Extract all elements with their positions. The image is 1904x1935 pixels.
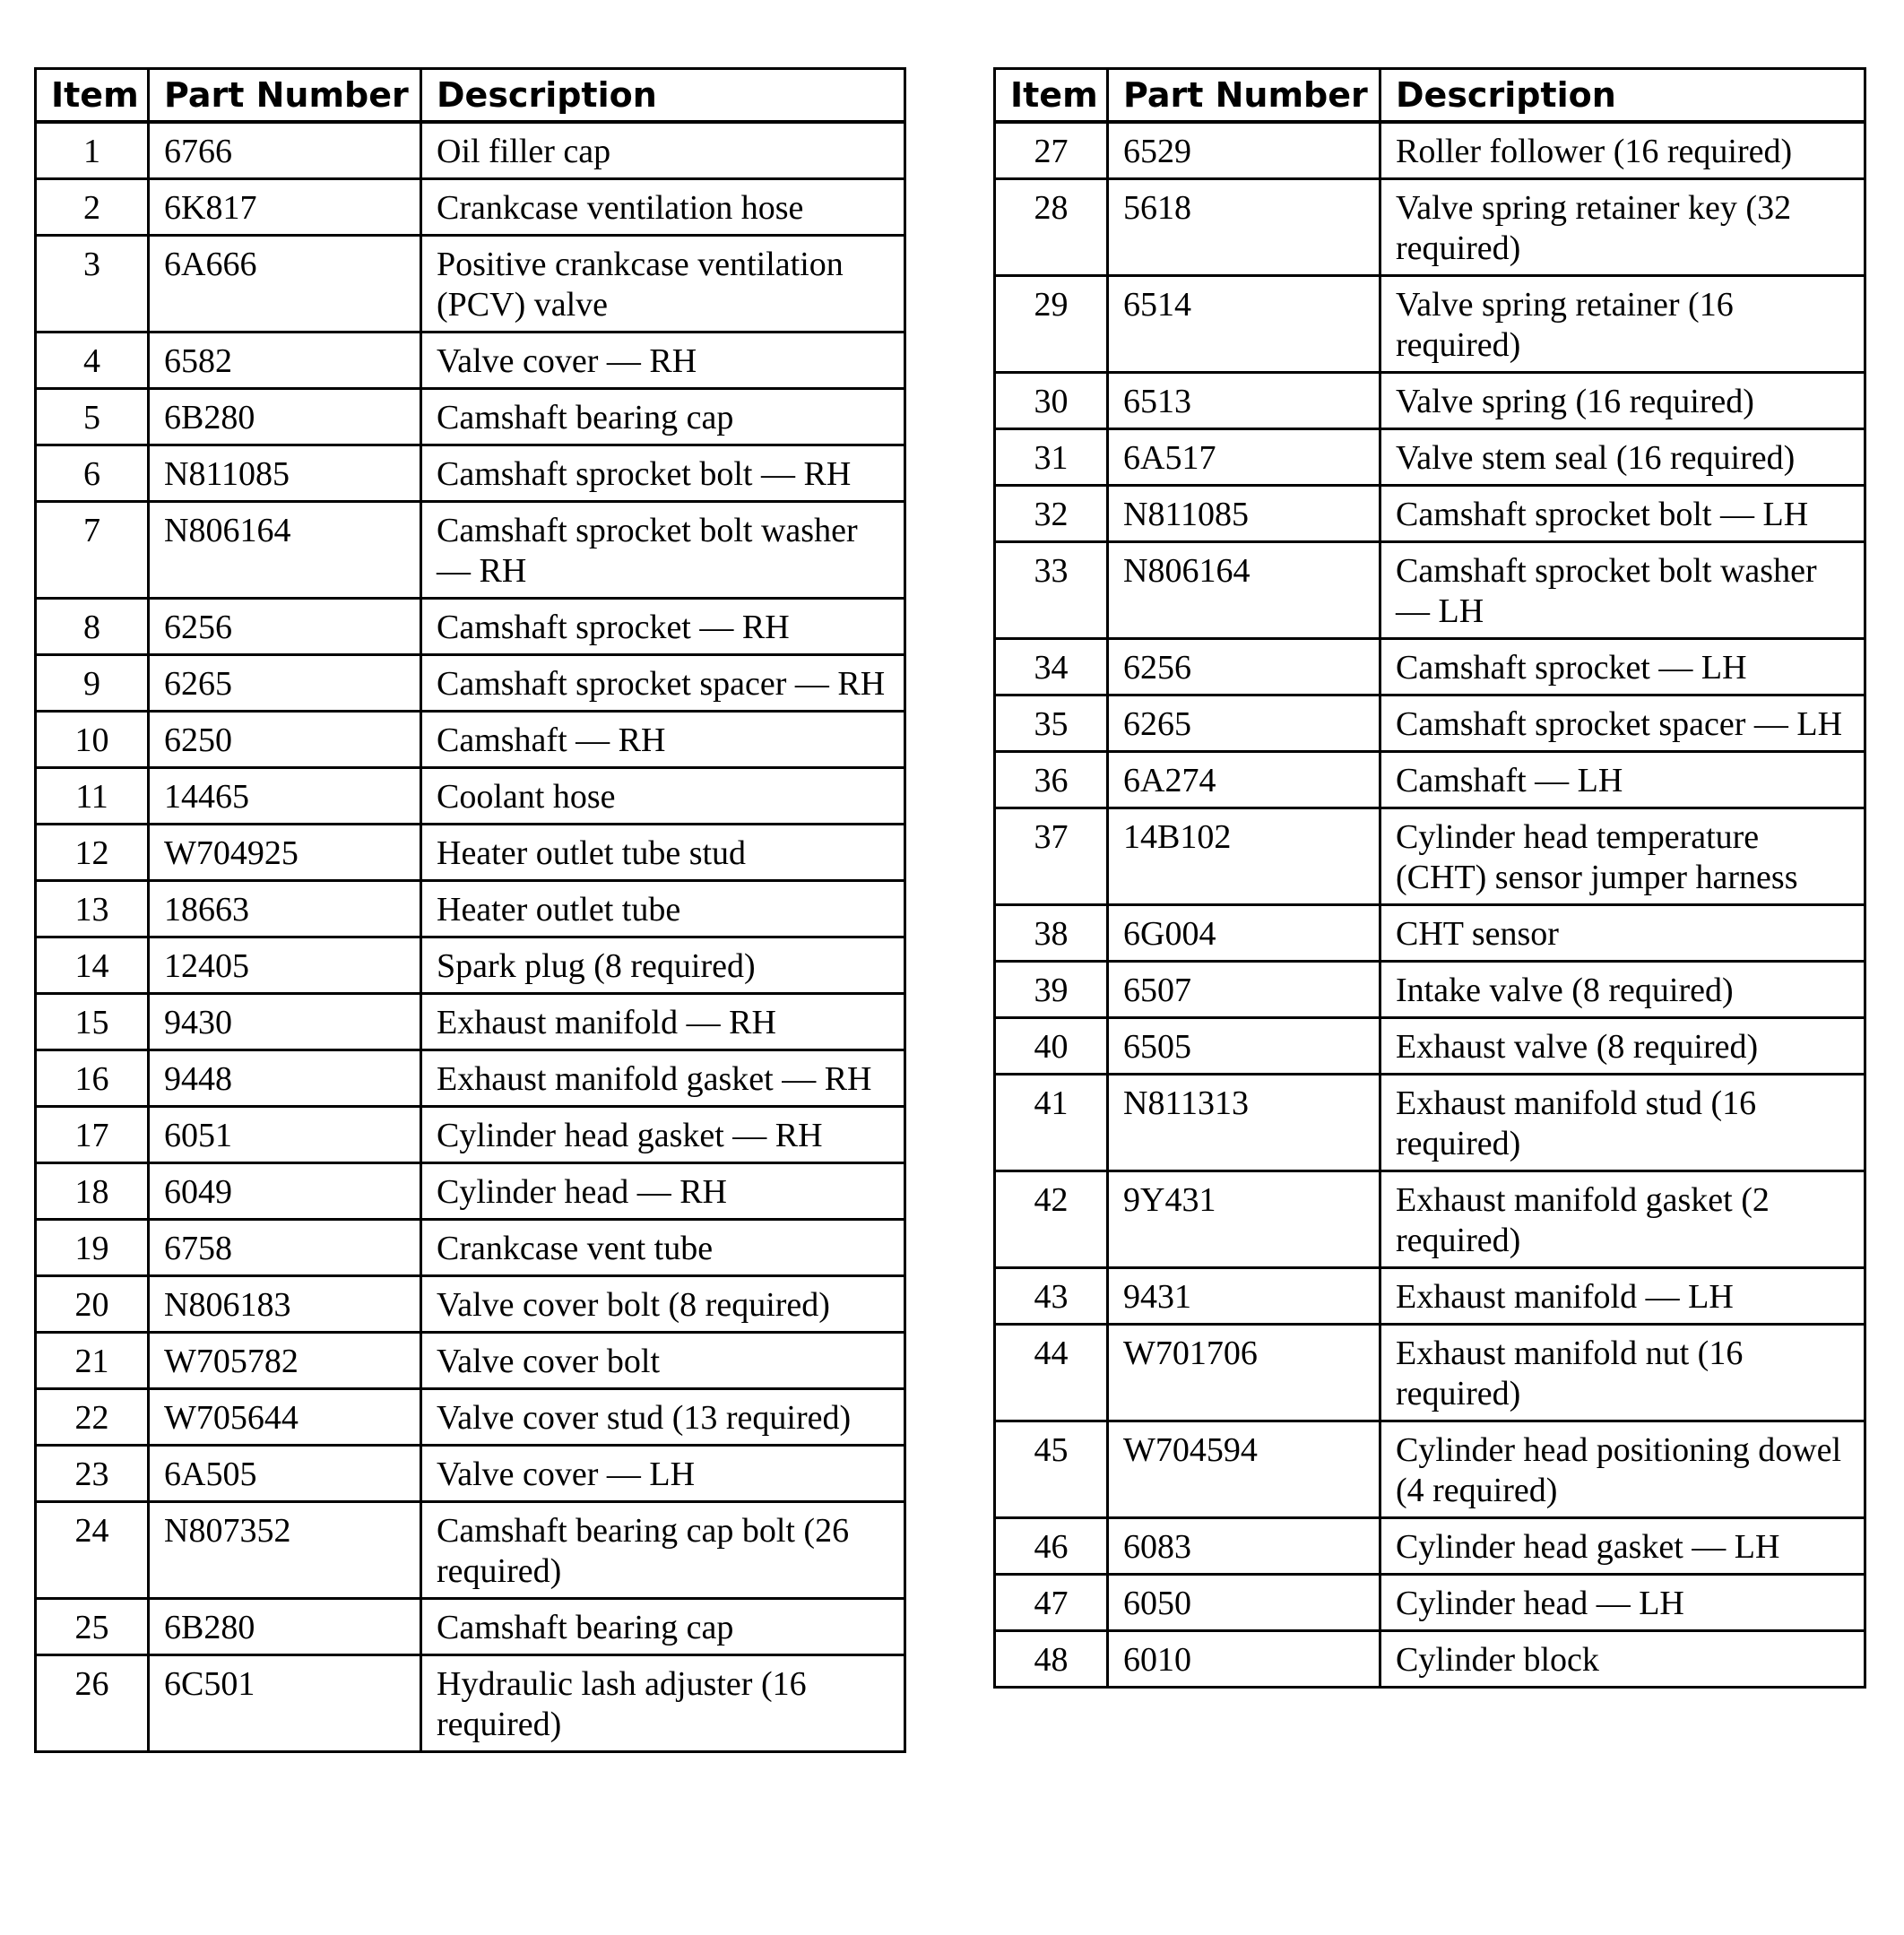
cell-item: 1 xyxy=(36,122,149,179)
cell-description: Exhaust manifold stud (16 required) xyxy=(1380,1075,1865,1171)
cell-description: Valve cover — LH xyxy=(421,1446,905,1502)
cell-part-number: W704925 xyxy=(149,825,421,881)
cell-part-number: 9431 xyxy=(1108,1268,1380,1325)
cell-description: Camshaft sprocket bolt washer — RH xyxy=(421,502,905,599)
cell-description: Valve cover stud (13 required) xyxy=(421,1389,905,1446)
cell-item: 37 xyxy=(995,808,1108,905)
cell-item: 26 xyxy=(36,1655,149,1752)
parts-table-left xyxy=(34,67,906,1753)
table-row xyxy=(36,825,905,881)
cell-part-number: 14B102 xyxy=(1108,808,1380,905)
table-body xyxy=(995,122,1865,1688)
cell-part-number: 6758 xyxy=(149,1220,421,1276)
cell-part-number: 6256 xyxy=(1108,639,1380,695)
table-row xyxy=(36,712,905,768)
table-row xyxy=(36,1502,905,1599)
table-row xyxy=(36,655,905,712)
cell-item: 8 xyxy=(36,599,149,655)
cell-part-number: 9430 xyxy=(149,994,421,1050)
header-part-number: Part Number xyxy=(1108,69,1380,123)
header-item: Item xyxy=(995,69,1108,123)
table-row xyxy=(36,179,905,236)
table-row xyxy=(995,1421,1865,1518)
cell-part-number: 9Y431 xyxy=(1108,1171,1380,1268)
cell-part-number: 12405 xyxy=(149,937,421,994)
cell-part-number: 6514 xyxy=(1108,276,1380,373)
table-row xyxy=(36,1050,905,1107)
cell-part-number: 6250 xyxy=(149,712,421,768)
cell-description: Heater outlet tube xyxy=(421,881,905,937)
table-row xyxy=(36,1389,905,1446)
cell-description: Camshaft sprocket bolt — LH xyxy=(1380,486,1865,542)
cell-item: 9 xyxy=(36,655,149,712)
cell-part-number: W704594 xyxy=(1108,1421,1380,1518)
table-header xyxy=(36,69,905,123)
cell-description: Camshaft bearing cap xyxy=(421,1599,905,1655)
header-item: Item xyxy=(36,69,149,123)
cell-description: Valve cover bolt xyxy=(421,1333,905,1389)
table-body xyxy=(36,122,905,1752)
table-row xyxy=(995,179,1865,276)
cell-item: 4 xyxy=(36,333,149,389)
cell-item: 10 xyxy=(36,712,149,768)
cell-part-number: 6049 xyxy=(149,1163,421,1220)
cell-item: 30 xyxy=(995,373,1108,429)
table-row xyxy=(36,445,905,502)
table-row xyxy=(36,1163,905,1220)
cell-description: Valve spring retainer (16 required) xyxy=(1380,276,1865,373)
cell-part-number: 14465 xyxy=(149,768,421,825)
table-row xyxy=(36,937,905,994)
cell-item: 18 xyxy=(36,1163,149,1220)
table-row xyxy=(995,905,1865,962)
cell-item: 28 xyxy=(995,179,1108,276)
table-row xyxy=(995,542,1865,639)
cell-item: 40 xyxy=(995,1018,1108,1075)
table-row xyxy=(36,333,905,389)
cell-part-number: 6B280 xyxy=(149,389,421,445)
cell-description: Exhaust valve (8 required) xyxy=(1380,1018,1865,1075)
cell-part-number: N811085 xyxy=(1108,486,1380,542)
cell-item: 41 xyxy=(995,1075,1108,1171)
cell-description: Positive crankcase ventilation (PCV) valve xyxy=(421,236,905,333)
cell-part-number: 18663 xyxy=(149,881,421,937)
cell-part-number: 6010 xyxy=(1108,1631,1380,1688)
cell-part-number: N806164 xyxy=(149,502,421,599)
cell-item: 23 xyxy=(36,1446,149,1502)
cell-description: Camshaft sprocket — RH xyxy=(421,599,905,655)
cell-part-number: N811313 xyxy=(1108,1075,1380,1171)
cell-description: Exhaust manifold — RH xyxy=(421,994,905,1050)
table-row xyxy=(995,639,1865,695)
cell-description: Exhaust manifold nut (16 required) xyxy=(1380,1325,1865,1421)
cell-item: 15 xyxy=(36,994,149,1050)
cell-description: Valve cover — RH xyxy=(421,333,905,389)
table-row xyxy=(995,429,1865,486)
cell-part-number: N811085 xyxy=(149,445,421,502)
cell-item: 44 xyxy=(995,1325,1108,1421)
cell-part-number: 6K817 xyxy=(149,179,421,236)
cell-description: Camshaft sprocket — LH xyxy=(1380,639,1865,695)
table-row xyxy=(995,1018,1865,1075)
cell-part-number: 6A517 xyxy=(1108,429,1380,486)
cell-description: Oil filler cap xyxy=(421,122,905,179)
cell-item: 45 xyxy=(995,1421,1108,1518)
table-row xyxy=(995,373,1865,429)
header-description: Description xyxy=(1380,69,1865,123)
cell-description: Cylinder block xyxy=(1380,1631,1865,1688)
cell-item: 2 xyxy=(36,179,149,236)
cell-item: 27 xyxy=(995,122,1108,179)
table-row xyxy=(36,122,905,179)
table-row xyxy=(36,599,905,655)
table-row xyxy=(995,1631,1865,1688)
cell-description: Valve stem seal (16 required) xyxy=(1380,429,1865,486)
cell-part-number: N807352 xyxy=(149,1502,421,1599)
cell-item: 36 xyxy=(995,752,1108,808)
table-row xyxy=(995,122,1865,179)
cell-item: 14 xyxy=(36,937,149,994)
cell-part-number: 9448 xyxy=(149,1050,421,1107)
cell-description: Coolant hose xyxy=(421,768,905,825)
table-row xyxy=(995,1518,1865,1575)
cell-part-number: 6256 xyxy=(149,599,421,655)
cell-item: 29 xyxy=(995,276,1108,373)
cell-part-number: N806183 xyxy=(149,1276,421,1333)
cell-description: Spark plug (8 required) xyxy=(421,937,905,994)
cell-part-number: 6529 xyxy=(1108,122,1380,179)
cell-description: Crankcase ventilation hose xyxy=(421,179,905,236)
cell-part-number: W705782 xyxy=(149,1333,421,1389)
cell-part-number: 6A666 xyxy=(149,236,421,333)
cell-item: 21 xyxy=(36,1333,149,1389)
cell-description: Crankcase vent tube xyxy=(421,1220,905,1276)
cell-description: Heater outlet tube stud xyxy=(421,825,905,881)
cell-part-number: 6083 xyxy=(1108,1518,1380,1575)
cell-item: 22 xyxy=(36,1389,149,1446)
cell-item: 5 xyxy=(36,389,149,445)
cell-description: Camshaft sprocket bolt — RH xyxy=(421,445,905,502)
table-row xyxy=(36,1599,905,1655)
cell-item: 42 xyxy=(995,1171,1108,1268)
cell-item: 13 xyxy=(36,881,149,937)
cell-description: Camshaft sprocket spacer — RH xyxy=(421,655,905,712)
cell-item: 11 xyxy=(36,768,149,825)
parts-table-right xyxy=(993,67,1866,1689)
header-description: Description xyxy=(421,69,905,123)
table-row xyxy=(36,1333,905,1389)
cell-description: Hydraulic lash adjuster (16 required) xyxy=(421,1655,905,1752)
cell-item: 39 xyxy=(995,962,1108,1018)
table-row xyxy=(36,994,905,1050)
cell-part-number: 6513 xyxy=(1108,373,1380,429)
cell-part-number: 6A274 xyxy=(1108,752,1380,808)
cell-item: 6 xyxy=(36,445,149,502)
cell-item: 12 xyxy=(36,825,149,881)
cell-description: Camshaft bearing cap xyxy=(421,389,905,445)
cell-item: 25 xyxy=(36,1599,149,1655)
cell-item: 16 xyxy=(36,1050,149,1107)
table-row xyxy=(995,276,1865,373)
cell-description: Cylinder head temperature (CHT) sensor jumper harness xyxy=(1380,808,1865,905)
cell-description: Cylinder head — RH xyxy=(421,1163,905,1220)
table-row xyxy=(995,1075,1865,1171)
cell-part-number: 5618 xyxy=(1108,179,1380,276)
cell-description: Camshaft — LH xyxy=(1380,752,1865,808)
cell-description: Cylinder head — LH xyxy=(1380,1575,1865,1631)
cell-item: 34 xyxy=(995,639,1108,695)
cell-item: 3 xyxy=(36,236,149,333)
cell-part-number: 6505 xyxy=(1108,1018,1380,1075)
cell-part-number: 6B280 xyxy=(149,1599,421,1655)
cell-part-number: 6G004 xyxy=(1108,905,1380,962)
table-row xyxy=(995,752,1865,808)
table-row xyxy=(36,768,905,825)
cell-part-number: 6507 xyxy=(1108,962,1380,1018)
cell-description: Camshaft sprocket bolt washer — LH xyxy=(1380,542,1865,639)
cell-part-number: W705644 xyxy=(149,1389,421,1446)
cell-description: Camshaft bearing cap bolt (26 required) xyxy=(421,1502,905,1599)
cell-description: Camshaft — RH xyxy=(421,712,905,768)
cell-description: Camshaft sprocket spacer — LH xyxy=(1380,695,1865,752)
table-row xyxy=(36,1655,905,1752)
cell-description: Valve spring retainer key (32 required) xyxy=(1380,179,1865,276)
cell-item: 35 xyxy=(995,695,1108,752)
cell-item: 24 xyxy=(36,1502,149,1599)
cell-item: 32 xyxy=(995,486,1108,542)
cell-description: Intake valve (8 required) xyxy=(1380,962,1865,1018)
cell-item: 33 xyxy=(995,542,1108,639)
cell-item: 38 xyxy=(995,905,1108,962)
table-row xyxy=(36,236,905,333)
cell-description: CHT sensor xyxy=(1380,905,1865,962)
cell-part-number: 6050 xyxy=(1108,1575,1380,1631)
table-row xyxy=(995,808,1865,905)
cell-part-number: 6265 xyxy=(149,655,421,712)
header-part-number: Part Number xyxy=(149,69,421,123)
table-row xyxy=(36,1220,905,1276)
table-row xyxy=(995,1325,1865,1421)
cell-part-number: 6582 xyxy=(149,333,421,389)
cell-item: 7 xyxy=(36,502,149,599)
cell-item: 48 xyxy=(995,1631,1108,1688)
table-row xyxy=(995,1268,1865,1325)
table-row xyxy=(36,1107,905,1163)
cell-description: Cylinder head positioning dowel (4 required) xyxy=(1380,1421,1865,1518)
cell-item: 47 xyxy=(995,1575,1108,1631)
cell-part-number: 6A505 xyxy=(149,1446,421,1502)
table-row xyxy=(995,962,1865,1018)
cell-item: 20 xyxy=(36,1276,149,1333)
cell-part-number: 6265 xyxy=(1108,695,1380,752)
table-row xyxy=(36,502,905,599)
table-row xyxy=(36,1446,905,1502)
cell-description: Exhaust manifold gasket (2 required) xyxy=(1380,1171,1865,1268)
cell-item: 46 xyxy=(995,1518,1108,1575)
cell-description: Exhaust manifold — LH xyxy=(1380,1268,1865,1325)
cell-description: Cylinder head gasket — LH xyxy=(1380,1518,1865,1575)
table-row xyxy=(995,1171,1865,1268)
cell-description: Cylinder head gasket — RH xyxy=(421,1107,905,1163)
table-row xyxy=(36,881,905,937)
cell-description: Exhaust manifold gasket — RH xyxy=(421,1050,905,1107)
table-row xyxy=(995,695,1865,752)
cell-part-number: N806164 xyxy=(1108,542,1380,639)
cell-item: 17 xyxy=(36,1107,149,1163)
cell-item: 31 xyxy=(995,429,1108,486)
cell-part-number: 6C501 xyxy=(149,1655,421,1752)
cell-description: Valve spring (16 required) xyxy=(1380,373,1865,429)
cell-part-number: W701706 xyxy=(1108,1325,1380,1421)
table-row xyxy=(36,1276,905,1333)
cell-item: 43 xyxy=(995,1268,1108,1325)
table-header xyxy=(995,69,1865,123)
table-row xyxy=(995,486,1865,542)
cell-description: Roller follower (16 required) xyxy=(1380,122,1865,179)
cell-part-number: 6766 xyxy=(149,122,421,179)
cell-part-number: 6051 xyxy=(149,1107,421,1163)
cell-item: 19 xyxy=(36,1220,149,1276)
table-row xyxy=(995,1575,1865,1631)
cell-description: Valve cover bolt (8 required) xyxy=(421,1276,905,1333)
table-row xyxy=(36,389,905,445)
